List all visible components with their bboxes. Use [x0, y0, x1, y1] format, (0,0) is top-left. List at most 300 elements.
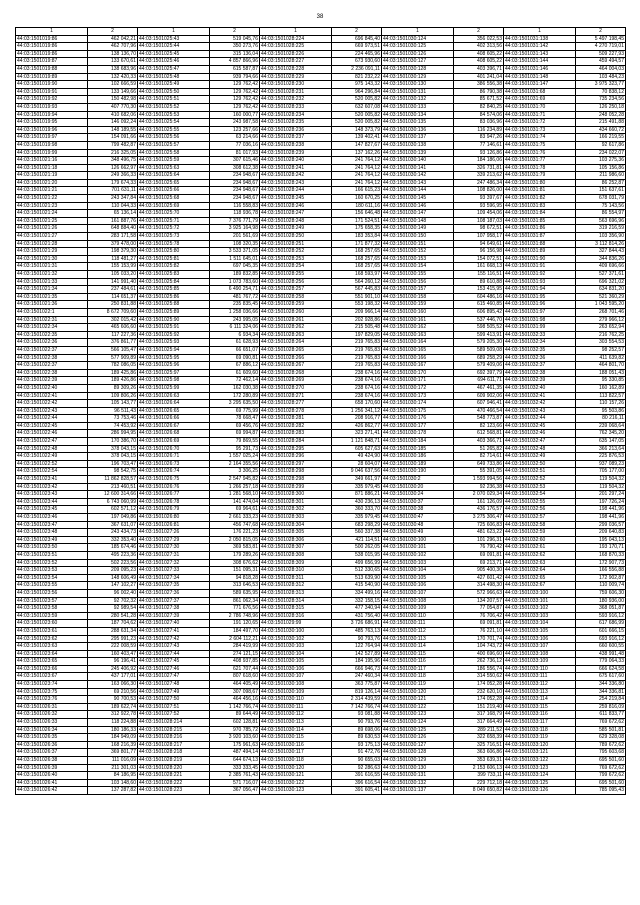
table-row — [16, 331, 626, 339]
table-row — [16, 96, 626, 104]
cadastral-number-cell: 44:03:1501026:37 — [16, 749, 88, 757]
column-header: 2 — [332, 28, 382, 36]
cadastral-number-cell: 44:03:1501025:83 — [138, 271, 210, 279]
cadastral-number-cell: 44:03:1501023:51 — [16, 551, 88, 559]
cadastral-value-cell: 500 262,05 — [332, 544, 382, 552]
table-row — [16, 529, 626, 537]
cadastral-number-cell: 44:03:1501028:247 — [260, 210, 332, 218]
cadastral-number-cell: 44:03:1501030:112 — [260, 711, 332, 719]
cadastral-number-cell: 44:03:1501033:116 — [504, 711, 576, 719]
cadastral-number-cell: 44:03:1501030:133 — [382, 103, 454, 111]
cadastral-value-cell: 105 143,77 — [88, 400, 138, 408]
cadastral-value-cell: 148 373,79 — [332, 126, 382, 134]
cadastral-value-cell: 4 857 866,96 — [210, 58, 260, 66]
cadastral-value-cell: 268 701,46 — [576, 308, 626, 316]
cadastral-number-cell: 44:03:1501032:58 — [504, 521, 576, 529]
cadastral-value-cell: 481 623,22 — [454, 529, 504, 537]
cadastral-value-cell: 93 596,95 — [454, 202, 504, 210]
cadastral-number-cell: 44:03:1501028:229 — [260, 73, 332, 81]
cadastral-number-cell: 44:03:1501030:131 — [382, 88, 454, 96]
cadastral-number-cell: 44:03:1501023:62 — [16, 635, 88, 643]
cadastral-number-cell: 44:03:1501030:118 — [382, 673, 454, 681]
cadastral-number-cell: 44:03:1501030:103 — [260, 643, 332, 651]
cadastral-value-cell: 335 979,45 — [332, 483, 382, 491]
cadastral-number-cell: 44:03:1501023:44 — [16, 498, 88, 506]
cadastral-number-cell: 44:03:1501032:37 — [504, 362, 576, 370]
cadastral-number-cell: 44:03:1501030:107 — [260, 673, 332, 681]
cadastral-number-cell: 44:03:1501027:26 — [138, 529, 210, 537]
cadastral-number-cell: 44:03:1501021:28 — [16, 240, 88, 248]
cadastral-number-cell: 44:03:1501026:77 — [138, 491, 210, 499]
cadastral-value-cell: 410 682,06 — [88, 111, 138, 119]
table-row — [16, 195, 626, 203]
table-row — [16, 483, 626, 491]
cadastral-number-cell: 44:03:1501030:110 — [382, 612, 454, 620]
cadastral-value-cell: 317 664,49 — [454, 719, 504, 727]
cadastral-number-cell: 44:03:1501032:54 — [504, 491, 576, 499]
cadastral-number-cell: 44:03:1501028:235 — [260, 119, 332, 127]
cadastral-number-cell: 44:03:1501030:49 — [382, 529, 454, 537]
cadastral-value-cell: 243 995,05 — [210, 316, 260, 324]
cadastral-number-cell: 44:03:1501028:222 — [138, 779, 210, 787]
cadastral-number-cell: 44:03:1501026:63 — [138, 392, 210, 400]
cadastral-number-cell: 44:03:1501028:316 — [260, 612, 332, 620]
cadastral-value-cell: 411 639,82 — [576, 354, 626, 362]
cadastral-value-cell: 769 672,62 — [576, 764, 626, 772]
cadastral-value-cell: 299 036,57 — [576, 521, 626, 529]
table-row — [16, 65, 626, 73]
cadastral-value-cell: 6 111 324,06 — [210, 324, 260, 332]
table-row — [16, 430, 626, 438]
cadastral-number-cell: 44:03:1501031:144 — [504, 58, 576, 66]
cadastral-number-cell: 44:03:1501031:70 — [504, 103, 576, 111]
cadastral-value-cell: 129 762,42 — [210, 96, 260, 104]
cadastral-number-cell: 44:03:1501030:108 — [382, 597, 454, 605]
cadastral-value-cell: 2 164 355,56 — [210, 460, 260, 468]
cadastral-number-cell: 44:03:1501030:126 — [382, 50, 454, 58]
cadastral-number-cell: 44:03:1501030:131 — [382, 772, 454, 780]
cadastral-value-cell: 348 496,75 — [88, 157, 138, 165]
cadastral-number-cell: 44:03:1501019:92 — [16, 96, 88, 104]
cadastral-number-cell: 44:03:1501030:153 — [382, 255, 454, 263]
cadastral-number-cell: 44:03:1501033:113 — [504, 688, 576, 696]
cadastral-value-cell: 400 696,60 — [454, 650, 504, 658]
cadastral-value-cell: 174 052,28 — [454, 696, 504, 704]
cadastral-number-cell: 44:03:1501028:267 — [260, 362, 332, 370]
cadastral-number-cell: 44:03:1501021:33 — [16, 278, 88, 286]
cadastral-value-cell: 697 045,35 — [210, 263, 260, 271]
cadastral-number-cell: 44:03:1501022:38 — [16, 369, 88, 377]
cadastral-number-cell: 44:03:1501031:148 — [504, 73, 576, 81]
page-number: 38 — [316, 14, 324, 20]
cadastral-value-cell: 1 258 036,66 — [210, 308, 260, 316]
cadastral-number-cell: 44:03:1501028:253 — [260, 255, 332, 263]
cadastral-value-cell: 202 928,86 — [332, 316, 382, 324]
cadastral-number-cell: 44:03:1501030:100 — [382, 536, 454, 544]
cadastral-number-cell: 44:03:1501030:125 — [382, 726, 454, 734]
table-row — [16, 369, 626, 377]
table-row — [16, 149, 626, 157]
cadastral-value-cell: 339 213,62 — [454, 172, 504, 180]
cadastral-value-cell: 502 223,56 — [88, 559, 138, 567]
cadastral-number-cell: 44:03:1501026:71 — [138, 453, 210, 461]
cadastral-number-cell: 44:03:1501033:123 — [504, 764, 576, 772]
cadastral-value-cell: 621 707,44 — [210, 665, 260, 673]
cadastral-value-cell: 118 224,88 — [88, 719, 138, 727]
cadastral-value-cell: 905 400,30 — [454, 567, 504, 575]
cadastral-number-cell: 44:03:1501032:63 — [504, 559, 576, 567]
cadastral-value-cell: 762 345,20 — [576, 430, 626, 438]
cadastral-number-cell: 44:03:1501028:251 — [260, 240, 332, 248]
cadastral-number-cell: 44:03:1501026:38 — [16, 757, 88, 765]
cadastral-number-cell: 44:03:1501030:48 — [382, 521, 454, 529]
cadastral-value-cell: 694 611,71 — [454, 377, 504, 385]
column-header: 1 — [382, 28, 454, 36]
cadastral-number-cell: 44:03:1501026:76 — [138, 483, 210, 491]
cadastral-number-cell: 44:03:1501030:146 — [382, 202, 454, 210]
table-row — [16, 248, 626, 256]
cadastral-number-cell: 44:03:1501028:226 — [260, 50, 332, 58]
cadastral-value-cell: 3 112 814,26 — [576, 240, 626, 248]
cadastral-value-cell: 356 022,53 — [454, 35, 504, 43]
table-row — [16, 567, 626, 575]
cadastral-number-cell: 44:03:1501031:72 — [504, 119, 576, 127]
table-row — [16, 415, 626, 423]
cadastral-value-cell: 93 081,88 — [332, 711, 382, 719]
cadastral-number-cell: 44:03:1501030:118 — [260, 757, 332, 765]
cadastral-value-cell: 572 966,63 — [454, 589, 504, 597]
cadastral-value-cell: 189 425,86 — [88, 369, 138, 377]
table-row — [16, 605, 626, 613]
cadastral-number-cell: 44:03:1501030:151 — [382, 240, 454, 248]
cadastral-value-cell: 2 070 029,34 — [454, 491, 504, 499]
cadastral-value-cell: 55 391,05 — [454, 468, 504, 476]
cadastral-value-cell: 69 210,56 — [88, 688, 138, 696]
cadastral-number-cell: 44:03:1501028:230 — [260, 81, 332, 89]
cadastral-number-cell: 44:03:1501031:143 — [504, 50, 576, 58]
cadastral-value-cell: 98 672,51 — [454, 225, 504, 233]
cadastral-value-cell: 70 838,12 — [576, 88, 626, 96]
cadastral-number-cell: 44:03:1501026:73 — [138, 460, 210, 468]
cadastral-number-cell: 44:03:1501028:236 — [260, 126, 332, 134]
cadastral-value-cell: 110 044,33 — [88, 202, 138, 210]
table-row — [16, 157, 626, 165]
cadastral-value-cell: 689 258,29 — [454, 354, 504, 362]
cadastral-value-cell: 150 482,98 — [88, 96, 138, 104]
cadastral-number-cell: 44:03:1501030:120 — [382, 688, 454, 696]
cadastral-number-cell: 44:03:1501025:82 — [138, 263, 210, 271]
cadastral-number-cell: 44:03:1501028:264 — [260, 339, 332, 347]
cadastral-value-cell: 92 617,86 — [576, 141, 626, 149]
cadastral-value-cell: 607 946,41 — [454, 400, 504, 408]
table-row — [16, 521, 626, 529]
cadastral-value-cell: 617 686,99 — [576, 620, 626, 628]
cadastral-value-cell: 109 806,26 — [88, 392, 138, 400]
cadastral-number-cell: 44:03:1501032:64 — [504, 567, 576, 575]
cadastral-number-cell: 44:03:1501026:75 — [138, 476, 210, 484]
cadastral-number-cell: 44:03:1501026:41 — [16, 779, 88, 787]
table-row — [16, 719, 626, 727]
cadastral-value-cell: 89 610,88 — [454, 278, 504, 286]
cadastral-number-cell: 44:03:1501028:254 — [260, 263, 332, 271]
cadastral-value-cell: 216 325,05 — [88, 149, 138, 157]
cadastral-number-cell: 44:03:1501031:81 — [504, 187, 576, 195]
cadastral-value-cell: 604 486,16 — [454, 293, 504, 301]
cadastral-number-cell: 44:03:1501030:125 — [382, 43, 454, 51]
cadastral-number-cell: 44:03:1501028:248 — [260, 217, 332, 225]
cadastral-number-cell: 44:03:1501022:39 — [16, 377, 88, 385]
cadastral-number-cell: 44:03:1501028:308 — [260, 551, 332, 559]
cadastral-number-cell: 44:03:1501032:48 — [504, 445, 576, 453]
cadastral-number-cell: 44:03:1501033:120 — [504, 741, 576, 749]
cadastral-value-cell: 241 764,12 — [332, 179, 382, 187]
cadastral-value-cell: 241 764,12 — [332, 172, 382, 180]
cadastral-number-cell: 44:03:1501022:34 — [16, 324, 88, 332]
cadastral-number-cell: 44:03:1501031:142 — [504, 43, 576, 51]
cadastral-value-cell: 108 826,00 — [454, 187, 504, 195]
table-row — [16, 551, 626, 559]
table-row — [16, 681, 626, 689]
cadastral-value-cell: 162 030,38 — [210, 384, 260, 392]
cadastral-number-cell: 44:03:1501030:37 — [382, 498, 454, 506]
cadastral-value-cell: 172 902,87 — [576, 574, 626, 582]
cadastral-number-cell: 44:03:1501019:98 — [16, 141, 88, 149]
cadastral-number-cell: 44:03:1501022:47 — [16, 438, 88, 446]
cadastral-number-cell: 44:03:1501030:158 — [382, 293, 454, 301]
cadastral-number-cell: 44:03:1501019:91 — [16, 88, 88, 96]
cadastral-value-cell: 695 501,60 — [576, 757, 626, 765]
cadastral-value-cell: 85 671,52 — [454, 96, 504, 104]
cadastral-value-cell: 462 707,96 — [88, 43, 138, 51]
cadastral-number-cell: 44:03:1501030:155 — [382, 271, 454, 279]
cadastral-number-cell: 44:03:1501025:88 — [138, 301, 210, 309]
table-row — [16, 164, 626, 172]
cadastral-number-cell: 44:03:1501031:86 — [504, 225, 576, 233]
cadastral-value-cell: 799 672,62 — [576, 772, 626, 780]
cadastral-value-cell: 94 818,28 — [210, 574, 260, 582]
cadastral-value-cell: 234 948,67 — [210, 179, 260, 187]
cadastral-value-cell: 1 256 341,12 — [332, 407, 382, 415]
cadastral-number-cell: 44:03:1501023:63 — [16, 643, 88, 651]
cadastral-number-cell: 44:03:1501021:34 — [16, 286, 88, 294]
cadastral-number-cell: 44:03:1501023:52 — [16, 559, 88, 567]
cadastral-number-cell: 44:03:1501033:105 — [504, 627, 576, 635]
cadastral-number-cell: 44:03:1501030:149 — [382, 225, 454, 233]
cadastral-value-cell: 975 143,32 — [332, 81, 382, 89]
cadastral-number-cell: 44:03:1501030:117 — [382, 665, 454, 673]
cadastral-value-cell: 118 936,78 — [210, 210, 260, 218]
cadastral-number-cell: 44:03:1501028:304 — [260, 521, 332, 529]
cadastral-number-cell: 44:03:1501028:265 — [260, 346, 332, 354]
cadastral-value-cell: 110 157,26 — [576, 400, 626, 408]
cadastral-number-cell: 44:03:1501025:57 — [138, 141, 210, 149]
cadastral-value-cell: 198 441,96 — [576, 514, 626, 522]
cadastral-number-cell: 44:03:1501030:109 — [260, 688, 332, 696]
cadastral-number-cell: 44:03:1501021:30 — [16, 255, 88, 263]
cadastral-number-cell: 44:03:1501028:256 — [260, 278, 332, 286]
cadastral-number-cell: 44:03:1501030:165 — [382, 346, 454, 354]
cadastral-number-cell: 44:03:1501030:163 — [382, 331, 454, 339]
cadastral-number-cell: 44:03:1501019:97 — [16, 134, 88, 142]
cadastral-number-cell: 44:03:1501031:73 — [504, 126, 576, 134]
cadastral-number-cell: 44:03:1501026:34 — [16, 726, 88, 734]
cadastral-number-cell: 44:03:1501031:79 — [504, 172, 576, 180]
cadastral-number-cell: 44:03:1501028:238 — [260, 141, 332, 149]
cadastral-number-cell: 44:03:1501027:45 — [138, 658, 210, 666]
cadastral-value-cell: 132 420,33 — [88, 73, 138, 81]
table-header-row — [16, 28, 626, 36]
cadastral-number-cell: 44:03:1501026:65 — [138, 407, 210, 415]
cadastral-number-cell: 44:03:1501028:310 — [260, 567, 332, 575]
cadastral-value-cell: 379 478,00 — [88, 240, 138, 248]
cadastral-number-cell: 44:03:1501019:86 — [16, 43, 88, 51]
table-row — [16, 111, 626, 119]
cadastral-value-cell: 105 033,20 — [88, 271, 138, 279]
cadastral-number-cell: 44:03:1501031:85 — [504, 217, 576, 225]
cadastral-number-cell: 44:03:1501033:124 — [504, 772, 576, 780]
cadastral-number-cell: 44:03:1501027:34 — [138, 574, 210, 582]
cadastral-value-cell: 678 031,79 — [576, 195, 626, 203]
table-row — [16, 263, 626, 271]
cadastral-value-cell: 113 822,57 — [576, 392, 626, 400]
cadastral-value-cell: 168 257,65 — [332, 248, 382, 256]
cadastral-number-cell: 44:03:1501027:47 — [138, 673, 210, 681]
cadastral-number-cell: 44:03:1501031:98 — [504, 316, 576, 324]
cadastral-value-cell: 3 925 164,98 — [210, 225, 260, 233]
cadastral-value-cell: 89 644,49 — [210, 711, 260, 719]
cadastral-value-cell: 368 051,87 — [576, 605, 626, 613]
column-header: 1 — [138, 28, 210, 36]
table-row — [16, 582, 626, 590]
cadastral-value-cell: 609 902,06 — [454, 392, 504, 400]
cadastral-number-cell: 44:03:1501023:42 — [16, 483, 88, 491]
cadastral-number-cell: 44:03:1501019:96 — [16, 126, 88, 134]
cadastral-value-cell: 92 989,54 — [88, 605, 138, 613]
cadastral-value-cell: 1 142 766,74 — [210, 703, 260, 711]
cadastral-number-cell: 44:03:1501022:37 — [16, 346, 88, 354]
cadastral-number-cell: 44:03:1501025:51 — [138, 96, 210, 104]
cadastral-number-cell: 44:03:1501025:99 — [138, 384, 210, 392]
cadastral-number-cell: 44:03:1501031:88 — [504, 240, 576, 248]
cadastral-value-cell: 166 556,88 — [576, 567, 626, 575]
cadastral-number-cell: 44:03:1501030:190 — [382, 468, 454, 476]
cadastral-number-cell: 44:03:1501028:252 — [260, 248, 332, 256]
cadastral-number-cell: 44:03:1501028:277 — [260, 400, 332, 408]
cadastral-value-cell: 101 296,31 — [454, 536, 504, 544]
cadastral-value-cell: 86 790,38 — [454, 88, 504, 96]
cadastral-number-cell: 44:03:1501028:271 — [260, 392, 332, 400]
cadastral-number-cell: 44:03:1501033:109 — [504, 658, 576, 666]
cadastral-number-cell: 44:03:1501022:44 — [16, 415, 88, 423]
cadastral-number-cell: 44:03:1501028:223 — [138, 787, 210, 795]
cadastral-number-cell: 44:03:1501019:93 — [16, 103, 88, 111]
cadastral-value-cell: 82 714,61 — [454, 453, 504, 461]
cadastral-number-cell: 44:03:1501021:25 — [16, 217, 88, 225]
cadastral-value-cell: 566 105,47 — [88, 346, 138, 354]
cadastral-number-cell: 44:03:1501026:74 — [138, 468, 210, 476]
cadastral-number-cell: 44:03:1501030:150 — [382, 233, 454, 241]
cadastral-number-cell: 44:03:1501030:106 — [382, 582, 454, 590]
cadastral-value-cell: 76 790,42 — [454, 544, 504, 552]
cadastral-value-cell: 241 764,12 — [332, 164, 382, 172]
cadastral-value-cell: 163 066,30 — [88, 681, 138, 689]
table-row — [16, 696, 626, 704]
cadastral-value-cell: 123 257,66 — [210, 126, 260, 134]
table-row — [16, 81, 626, 89]
cadastral-number-cell: 44:03:1501027:48 — [138, 681, 210, 689]
cadastral-number-cell: 44:03:1501030:2 — [382, 476, 454, 484]
cadastral-value-cell: 606 895,42 — [454, 308, 504, 316]
cadastral-number-cell: 44:03:1501027:46 — [138, 665, 210, 673]
cadastral-value-cell: 363 775,87 — [332, 681, 382, 689]
cadastral-number-cell: 44:03:1501031:76 — [504, 149, 576, 157]
table-row — [16, 787, 626, 795]
cadastral-value-cell: 95 503,86 — [576, 407, 626, 415]
cadastral-value-cell: 2 050 815,05 — [210, 536, 260, 544]
cadastral-value-cell: 74 453,92 — [88, 422, 138, 430]
cadastral-value-cell: 243 987,58 — [210, 119, 260, 127]
table-row — [16, 491, 626, 499]
cadastral-value-cell: 225 876,53 — [576, 453, 626, 461]
cadastral-number-cell: 44:03:1501026:78 — [138, 498, 210, 506]
cadastral-value-cell: 315 136,04 — [210, 50, 260, 58]
cadastral-number-cell: 44:03:1501021:19 — [16, 172, 88, 180]
cadastral-value-cell: 696 845,40 — [332, 35, 382, 43]
cadastral-number-cell: 44:03:1501021:24 — [16, 210, 88, 218]
cadastral-number-cell: 44:03:1501028:269 — [260, 377, 332, 385]
cadastral-number-cell: 44:03:1501019:86 — [16, 50, 88, 58]
column-header: 2 — [454, 28, 504, 36]
cadastral-value-cell: 248 052,28 — [576, 111, 626, 119]
cadastral-number-cell: 44:03:1501023:58 — [16, 605, 88, 613]
cadastral-number-cell: 44:03:1501032:50 — [504, 460, 576, 468]
cadastral-number-cell: 44:03:1501025:92 — [138, 331, 210, 339]
cadastral-number-cell: 44:03:1501023:64 — [16, 650, 88, 658]
cadastral-value-cell: 284 419,99 — [210, 643, 260, 651]
cadastral-number-cell: 44:03:1501028:255 — [260, 271, 332, 279]
cadastral-number-cell: 44:03:1501030:166 — [382, 354, 454, 362]
cadastral-value-cell: 234 948,67 — [210, 172, 260, 180]
cadastral-value-cell: 360 333,70 — [332, 506, 382, 514]
cadastral-value-cell: 7 376 771,79 — [210, 217, 260, 225]
cadastral-number-cell: 44:03:1501030:177 — [382, 422, 454, 430]
cadastral-value-cell: 153 415,95 — [454, 286, 504, 294]
cadastral-number-cell: 44:03:1501030:157 — [382, 286, 454, 294]
cadastral-number-cell: 44:03:1501033:110 — [504, 665, 576, 673]
cadastral-value-cell: 122 764,94 — [332, 643, 382, 651]
cadastral-number-cell: 44:03:1501030:129 — [382, 73, 454, 81]
cadastral-number-cell: 44:03:1501025:45 — [138, 50, 210, 58]
cadastral-number-cell: 44:03:1501033:115 — [504, 703, 576, 711]
cadastral-value-cell: 658 170,60 — [332, 400, 382, 408]
cadastral-value-cell: 82 840,25 — [454, 103, 504, 111]
cadastral-number-cell: 44:03:1501028:302 — [260, 506, 332, 514]
cadastral-value-cell: 103 356,90 — [576, 233, 626, 241]
cadastral-value-cell: 571 716,07 — [210, 779, 260, 787]
cadastral-number-cell: 44:03:1501026:42 — [16, 787, 88, 795]
cadastral-number-cell: 44:03:1501030:102 — [260, 635, 332, 643]
table-row — [16, 460, 626, 468]
table-row — [16, 286, 626, 294]
cadastral-value-cell: 649 733,86 — [454, 460, 504, 468]
cadastral-value-cell: 49 424,90 — [332, 453, 382, 461]
cadastral-value-cell: 189 832,85 — [210, 271, 260, 279]
cadastral-value-cell: 102 666,59 — [88, 81, 138, 89]
cadastral-number-cell: 44:03:1501031:69 — [504, 96, 576, 104]
cadastral-value-cell: 611 833,77 — [576, 711, 626, 719]
cadastral-number-cell: 44:03:1501033:111 — [504, 673, 576, 681]
cadastral-number-cell: 44:03:1501033:100 — [504, 589, 576, 597]
